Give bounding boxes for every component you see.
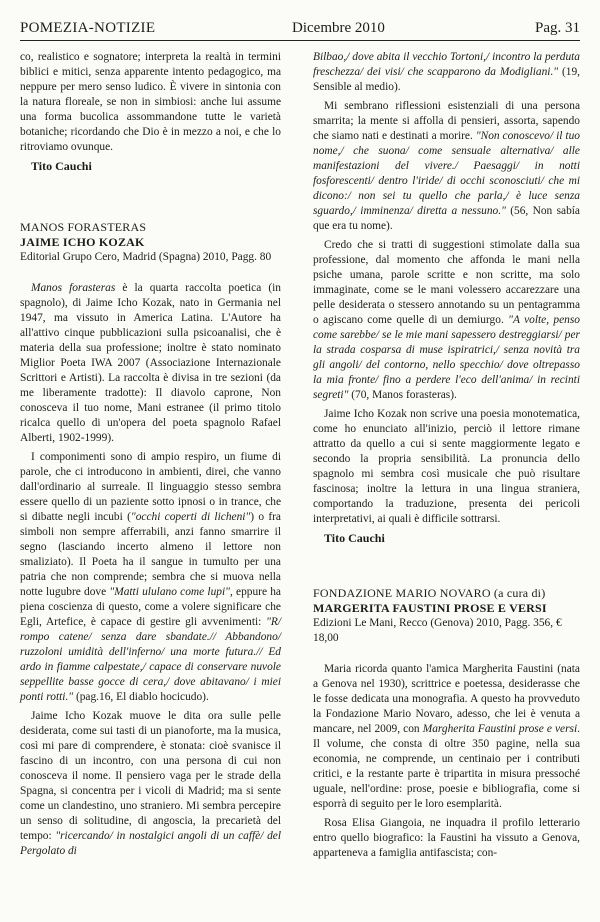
- review-1-publisher: Editorial Grupo Cero, Madrid (Spagna) 2010, Pagg. 80: [20, 251, 272, 263]
- intro-paragraph: co, realistico e sognatore; interpreta la realtà in termini biblici e mitici, senza apparente intento pedagogico, ma neppure per mero senso ludico. È vivere in sintonia con la natura floreale, se non in simbiosi: anche lui assume una forma bucolica assommandone tutte le varietà botaniche; ricordando che Dio è in mezzo a noi, e che lo ritroviamo ovunque.: [20, 51, 281, 153]
- header-rule: [20, 40, 580, 41]
- quote: "ricercando/ in nostalgici angoli di un caffè/ del Pergolato di: [20, 830, 281, 857]
- running-header: [20, 18, 580, 38]
- review-1-paragraph-6: Jaime Icho Kozak non scrive una poesia monotematica, come ho enunciato all'inizio, perciò il lettore rimane attratto da quello a cui si sente maggiormente legato e secondo la propria sensibilità. La pronuncia dello spagnolo mi sembra così musicale che può risultare fascinosa; inoltre la lettura in una lingua straniera, comportando la traduzione, presenta dei pericoli interpretativi, ai quali è difficile sottrarsi.: [313, 408, 580, 525]
- review-1-header: [20, 220, 281, 265]
- review-2-author: MARGERITA FAUSTINI PROSE E VERSI: [313, 601, 547, 615]
- quote: "occhi coperti di licheni": [130, 511, 251, 523]
- review-2-publisher: Edizioni Le Mani, Recco (Genova) 2010, Pagg. 356, € 18,00: [313, 617, 562, 644]
- quote: "A volte, penso come sarebbe/ se le mie mani sapessero destreggiarsi/ per la strada cosparsa di muse ispiratrici,/ senza novità tra gli angoli/ del contorno, nello specchio/ dove oltrepasso la mia fronte/ fino a perdere l'eco dell'anima/ in recinti segreti": [313, 314, 580, 401]
- review-2-title: FONDAZIONE MARIO NOVARO (a cura di): [313, 586, 546, 600]
- book-title: Margherita Faustini prose e versi: [422, 723, 578, 735]
- review-1-title: MANOS FORASTERAS: [20, 220, 147, 234]
- review-1-paragraph-5: Credo che si tratti di suggestioni stimolate dalla sua professione, dal momento che affonda le mani nella psiche umana, parole scritte e non scritte, ma solo immaginate, come se le mani volessero accarezzare una pelle desiderata o stessero annotando su un pentagramma o agiscano come quelle di un demiurgo. "A volte, penso come sarebbe/ se le mie mani sapessero destreggiarsi/ per la strada cosparsa di muse ispiratrici,/ senza novità tra gli angoli/ del contorno, nello specchio/ dove oltrepasso la mia fronte/ fino a perdere l'eco dell'anima/ in recinti segreti" (70, Manos forasteras).: [313, 239, 580, 401]
- left-column: [20, 50, 281, 863]
- right-column: [313, 50, 580, 865]
- review-2-header: [313, 586, 580, 646]
- review-2-paragraph-1: Maria ricorda quanto l'amica Margherita Faustini (nata a Genova nel 1930), scrittrice e poetessa, desiderasse che le fosse dedicata una monografia. A questo ha provveduto la Fondazione Mario Novaro, adesso, che lei è venuta a mancare, nel 2009, con Margherita Faustini prose e versi. Il volume, che consta di oltre 350 pagine, nella sua economia, ne comprende, un centinaio per i contributi critici, e la restante parte è tripartita in misura pressoché uguale, nell'ordine: prose, poesie e bibliografia, come si esporrà di seguito per le loro esemplarità.: [313, 663, 580, 810]
- review-1-paragraph-4: Mi sembrano riflessioni esistenziali di una persona smarrita; la mente si affolla di pensieri, assorta, sapendo che siamo nati e destinati a morire. "Non conoscevo/ il tuo nome,/ che suona/ come sensuale alternativa/ alle manifestazioni del vivere./ Paesaggi/ in notti fosforescenti/ dentro l'iride/ di occhi sconosciuti/ che mi dicono:/ non sei tu quello che parla,/ è luce senza sguardo,/ imminenza/ diretta a nessuno." (56, Non sabía que era tu nome).: [313, 100, 580, 232]
- book-title: Manos forasteras: [31, 282, 116, 294]
- signature-2: Tito Cauchi: [324, 531, 385, 545]
- signature-1: Tito Cauchi: [31, 159, 92, 173]
- issue-date: Dicembre 2010: [292, 20, 385, 36]
- quote: "R/ rompo catene/ senza dare sbandate.// Abbandono/ ruzzoloni umidità dell'inferno/ una morte futura.// Ed ardo in fiamme calpestate,/ capace di conservare nuvole seppellite basse gocce di cera,/ dove abitavano/ i miei ponti rotti.": [20, 616, 281, 703]
- quote: "Matti ululano come lupi": [109, 586, 230, 598]
- quote-continuation: Bilbao,/ dove abita il vecchio Tortoni,/ incontro la perduta freschezza/ dei visi/ che scapparono da Modigliani." (19, Sensible al medio).: [313, 51, 580, 93]
- review-1-paragraph-2: I componimenti sono di ampio respiro, un fiume di parole, che ci introducono in ambienti, direi, che vanno dall'ordinario al surreale. Il linguaggio stesso sembra essere quello di un paziente sotto ipnosi o in trance, che si dibatte negli incubi ("occhi coperti di licheni") o fra simboli non sempre afferrabili, anzi fanno smarrire il segno (lasciando incerto almeno il lettore non smaliziato). Il Poeta ha il sangue in tumulto per una patria che non comprende; sembra che si muova nella notte lugubre dove "Matti ululano come lupi", eppure ha piena coscienza di questo, come a volere significare che Egli, Artefice, è capace di gestire gli avvenimenti: "R/ rompo catene/ senza dare sbandate.// Abbandono/ ruzzoloni umidità dell'inferno/ una morte futura.// Ed ardo in fiamme calpestate,/ capace di conservare nuvole seppellite basse gocce di cera,/ dove abitavano/ i miei ponti rotti." (pag.16, El diablo hocicudo).: [20, 451, 281, 703]
- quote: "Non conoscevo/ il tuo nome,/ che suona/ come sensuale alternativa/ alle manifestazioni del vivere./ Paesaggi/ in notti fosforescenti/ dentro l'iride/ di occhi sconosciuti/ che mi dicono:/ non sei tu quello che parla,/ è luce senza sguardo,/ imminenza/ diretta a nessuno.": [313, 130, 580, 217]
- review-1-paragraph-3: Jaime Icho Kozak muove le dita ora sulle pelle desiderata, come sui tasti di un pianoforte, ma la musica, così mi pare di comprendere, è stonata: cioè svanisce il fascino di un incontro, con una persona di cui non conosceva il nome. Il pensiero vaga per le strade della Spagna, si concentra per i vicoli di Madrid; ma si sente come un clandestino, uno straniero. Mi sembra percepire un senso di solitudine, di angoscia, la precarietà del tempo: "ricercando/ in nostalgici angoli di un caffè/ del Pergolato di: [20, 710, 281, 857]
- journal-name: POMEZIA-NOTIZIE: [20, 20, 156, 36]
- page-number: Pag. 31: [535, 20, 580, 36]
- review-1-paragraph-1: Manos forasteras è la quarta raccolta poetica (in spagnolo), di Jaime Icho Kozak, nato in Germania nel 1947, ma vissuto in America Latina. L'Autore ha all'attivo cinque pubblicazioni sulla psicoanalisi, che è materia della sua professione; inoltre è stato nominato Miglior Poeta IWA 2007 (Associazione Internazionale Scrittori e Artisti). La raccolta è divisa in tre sezioni (da me liberamente tradotte): Il diavolo caprone, Non conosceva il tuo nome, Mani estranee (il primo titolo ricalca quello di un'opera del poeta spagnolo Rafael Alberti, 1902-1999).: [20, 282, 281, 444]
- review-1-author: JAIME ICHO KOZAK: [20, 235, 145, 249]
- review-2-paragraph-2: Rosa Elisa Giangoia, ne inquadra il profilo letterario entro quello biografico: la Faustini ha vissuto a Genova, apparteneva a famiglia antifascista; con-: [313, 817, 580, 859]
